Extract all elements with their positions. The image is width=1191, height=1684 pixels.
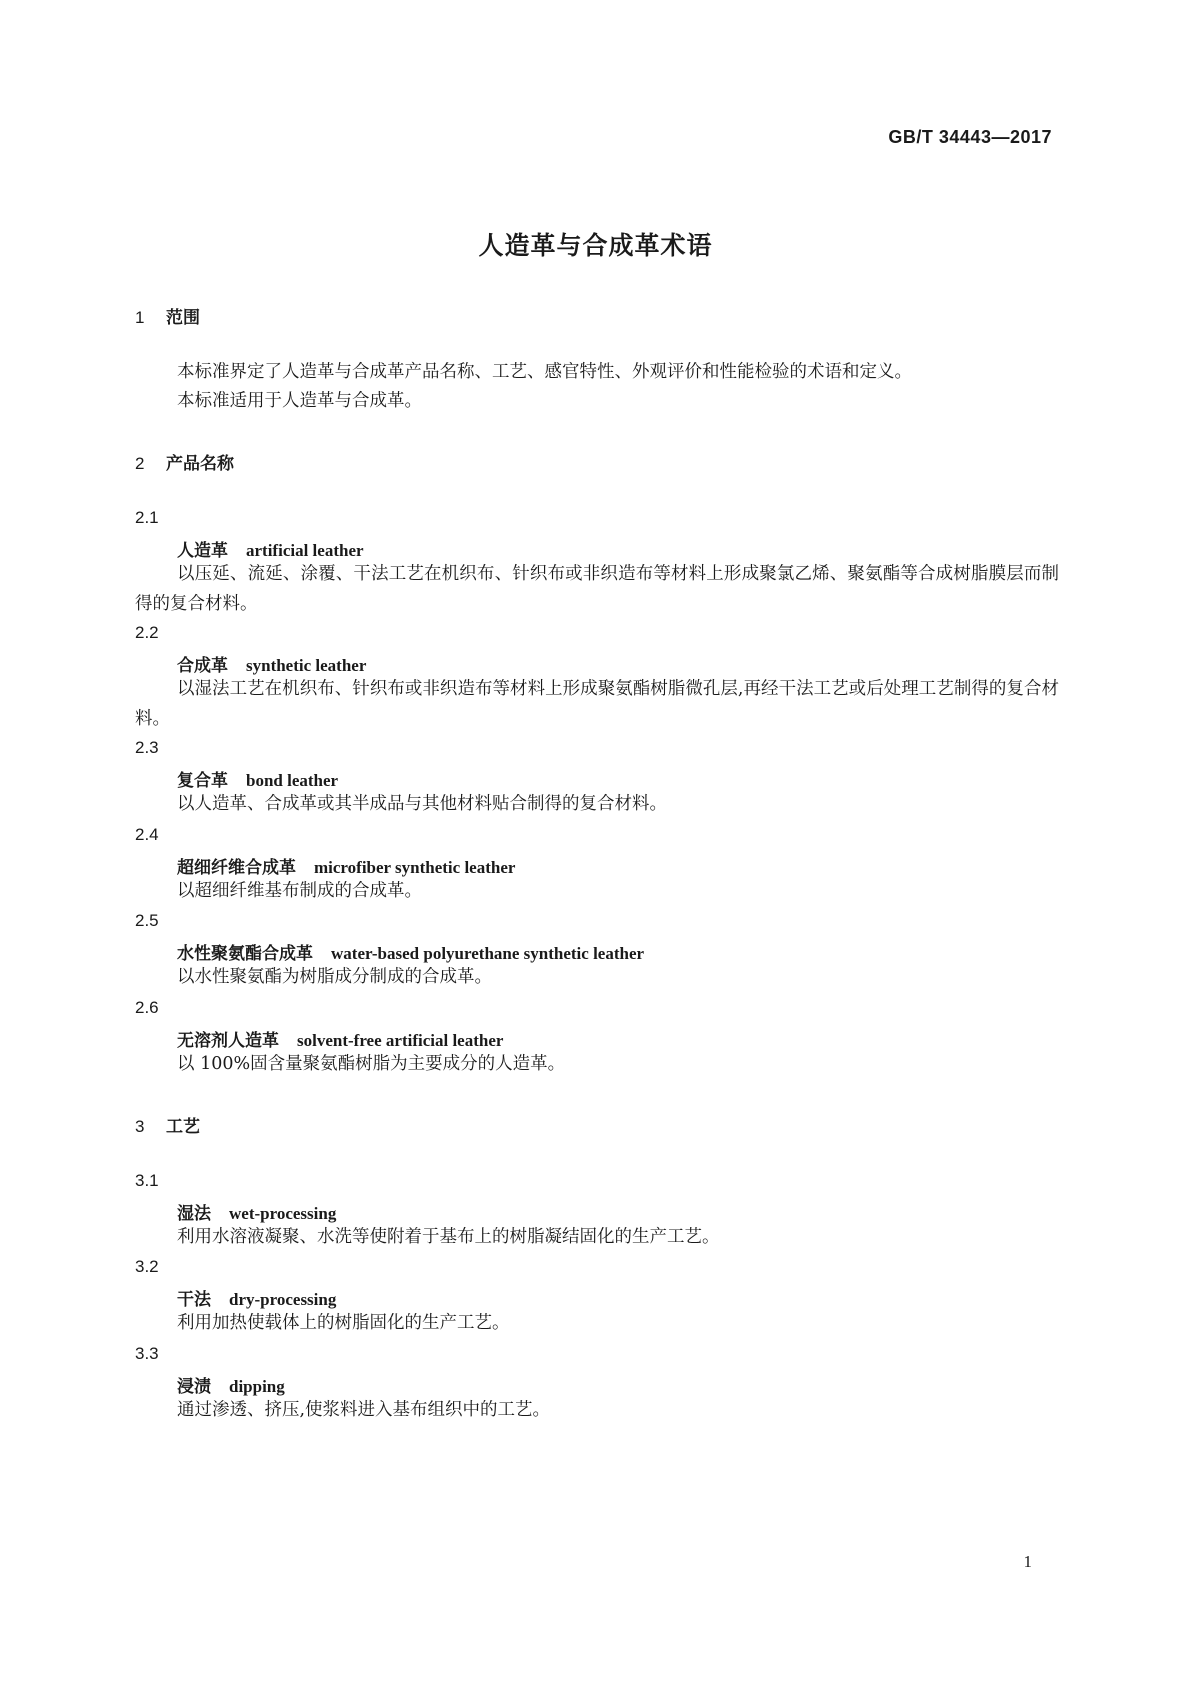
term-english: dipping xyxy=(229,1377,285,1396)
document-title: 人造革与合成革术语 xyxy=(478,231,713,260)
term-chinese: 湿法 xyxy=(177,1204,211,1224)
term-definition: 以 100%固含量聚氨酯树脂为主要成分的人造革。 xyxy=(177,1054,566,1074)
term-chinese: 无溶剂人造革 xyxy=(177,1031,279,1051)
term-definition: 以湿法工艺在机织布、针织布或非织造布等材料上形成聚氨酯树脂微孔层,再经干法工艺或后处理工艺制得的复合材料。 xyxy=(135,679,1059,729)
term-chinese: 复合革 xyxy=(177,771,228,791)
section-title: 产品名称 xyxy=(166,454,234,474)
term-english: artificial leather xyxy=(246,541,364,560)
section-heading-product-names xyxy=(135,449,234,474)
section-number: 2 xyxy=(135,454,145,473)
standard-number: GB/T 34443—2017 xyxy=(888,127,1052,147)
term-heading xyxy=(177,1285,336,1310)
clause-number: 3.2 xyxy=(135,1257,159,1276)
scope-paragraph: 本标准适用于人造革与合成革。 xyxy=(177,391,422,411)
term-english: solvent-free artificial leather xyxy=(297,1031,504,1050)
term-heading xyxy=(177,766,338,791)
term-english: dry-processing xyxy=(229,1290,337,1309)
term-definition: 通过渗透、挤压,使浆料进入基布组织中的工艺。 xyxy=(177,1400,551,1420)
term-heading xyxy=(177,1199,336,1224)
term-chinese: 浸渍 xyxy=(177,1377,211,1397)
term-heading xyxy=(177,1372,285,1397)
term-chinese: 干法 xyxy=(177,1290,211,1310)
section-number: 3 xyxy=(135,1117,145,1136)
clause-number: 2.1 xyxy=(135,508,159,527)
term-heading xyxy=(177,651,366,676)
term-definition: 以超细纤维基布制成的合成革。 xyxy=(177,881,422,901)
clause-number: 2.6 xyxy=(135,998,159,1017)
term-heading xyxy=(177,853,515,878)
term-definition: 利用加热使载体上的树脂固化的生产工艺。 xyxy=(177,1313,510,1333)
section-heading-scope xyxy=(135,303,200,328)
section-number: 1 xyxy=(135,308,145,327)
section-title: 范围 xyxy=(166,308,200,328)
clause-number: 2.5 xyxy=(135,911,159,930)
term-definition: 利用水溶液凝聚、水洗等使附着于基布上的树脂凝结固化的生产工艺。 xyxy=(177,1227,720,1247)
term-chinese: 人造革 xyxy=(177,541,228,561)
clause-number: 2.4 xyxy=(135,825,159,844)
term-chinese: 合成革 xyxy=(177,656,228,676)
term-english: water-based polyurethane synthetic leather xyxy=(331,944,645,963)
term-english: synthetic leather xyxy=(246,656,367,675)
section-title: 工艺 xyxy=(166,1117,200,1137)
term-heading xyxy=(177,1026,503,1051)
clause-number: 3.1 xyxy=(135,1171,159,1190)
term-definition: 以水性聚氨酯为树脂成分制成的合成革。 xyxy=(177,967,492,987)
clause-number: 2.2 xyxy=(135,623,159,642)
term-english: microfiber synthetic leather xyxy=(314,858,516,877)
term-definition: 以压延、流延、涂覆、干法工艺在机织布、针织布或非织造布等材料上形成聚氯乙烯、聚氨酯等合成树脂膜层而制得的复合材料。 xyxy=(135,564,1059,614)
term-heading xyxy=(177,536,364,561)
scope-paragraph: 本标准界定了人造革与合成革产品名称、工艺、感官特性、外观评价和性能检验的术语和定义。 xyxy=(177,362,912,382)
term-chinese: 超细纤维合成革 xyxy=(177,858,296,878)
term-english: bond leather xyxy=(246,771,339,790)
clause-number: 2.3 xyxy=(135,738,159,757)
term-english: wet-processing xyxy=(229,1204,337,1223)
section-heading-process xyxy=(135,1112,200,1137)
term-definition: 以人造革、合成革或其半成品与其他材料贴合制得的复合材料。 xyxy=(177,794,667,814)
page-number: 1 xyxy=(1023,1552,1032,1571)
clause-number: 3.3 xyxy=(135,1344,159,1363)
term-chinese: 水性聚氨酯合成革 xyxy=(177,944,313,964)
term-heading xyxy=(177,939,644,964)
